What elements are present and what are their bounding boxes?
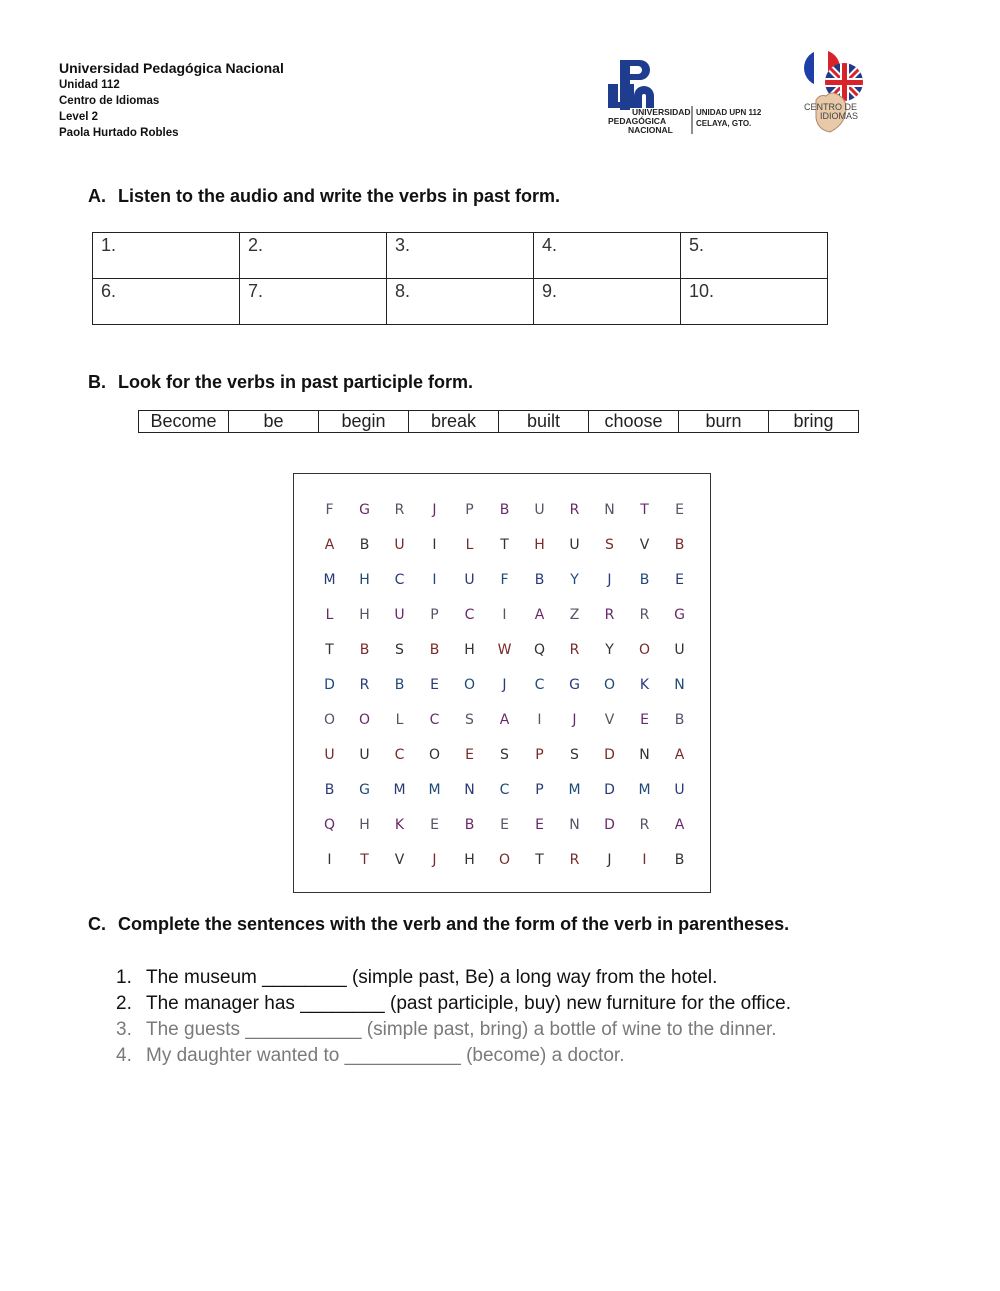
grid-letter[interactable]: N	[639, 747, 650, 763]
grid-letter[interactable]: D	[604, 747, 615, 763]
grid-letter[interactable]: S	[395, 642, 404, 658]
grid-letter[interactable]: V	[394, 852, 405, 868]
grid-letter[interactable]: P	[465, 502, 474, 518]
section-b-text: Look for the verbs in past participle form.	[118, 372, 474, 392]
sentence-number: 3.	[116, 1019, 132, 1040]
grid-letter[interactable]: S	[465, 712, 474, 728]
grid-letter[interactable]: R	[569, 502, 580, 518]
grid-letter[interactable]: O	[428, 747, 441, 763]
grid-letter[interactable]: B	[534, 572, 545, 588]
upn-logo-line2: PEDAGÓGICA	[608, 116, 667, 126]
header-block	[59, 60, 284, 141]
grid-letter[interactable]: S	[570, 747, 579, 763]
sentence-text: The guests ___________ (simple past, bring) a bottle of wine to the dinner.	[146, 1019, 777, 1040]
grid-letter[interactable]: U	[534, 502, 545, 518]
grid-letter[interactable]: N	[569, 817, 580, 833]
grid-letter[interactable]: I	[642, 852, 647, 868]
grid-letter[interactable]: Q	[323, 817, 336, 833]
grid-letter[interactable]: W	[497, 642, 512, 658]
grid-letter[interactable]: S	[500, 747, 509, 763]
grid-letter[interactable]: N	[674, 677, 685, 693]
answer-cell[interactable]: 5.	[681, 233, 828, 279]
grid-letter[interactable]: O	[358, 712, 371, 728]
grid-letter[interactable]: N	[464, 782, 475, 798]
upn-logo-right2: CELAYA, GTO.	[696, 119, 752, 128]
university-name: Universidad Pedagógica Nacional	[59, 60, 284, 76]
centro-logo-line1: CENTRO DE	[804, 102, 858, 112]
sentence-number: 2.	[116, 993, 132, 1014]
grid-letter[interactable]: B	[464, 817, 475, 833]
verb-cell: choose	[589, 411, 679, 433]
grid-letter[interactable]: F	[325, 502, 334, 518]
grid-letter[interactable]: T	[640, 502, 649, 518]
grid-letter[interactable]: P	[535, 747, 544, 763]
grid-letter[interactable]: I	[502, 607, 507, 623]
unit-label: Unidad 112	[59, 79, 120, 91]
section-c-letter: C.	[88, 914, 106, 934]
grid-letter[interactable]: C	[499, 782, 510, 798]
section-b-letter: B.	[88, 372, 106, 392]
grid-letter[interactable]: U	[464, 572, 475, 588]
answer-row	[93, 233, 828, 279]
answer-cell[interactable]: 9.	[534, 279, 681, 325]
grid-letter[interactable]: U	[674, 642, 685, 658]
sentence-text: The manager has ________ (past participle, buy) new furniture for the office.	[146, 993, 791, 1014]
grid-letter[interactable]: O	[603, 677, 616, 693]
grid-letter[interactable]: B	[359, 537, 370, 553]
verb-list-table	[138, 410, 859, 433]
grid-letter[interactable]: T	[535, 852, 544, 868]
level-label: Level 2	[59, 111, 98, 123]
grid-letter[interactable]: B	[639, 572, 650, 588]
section-c-text: Complete the sentences with the verb and the form of the verb in parentheses.	[118, 914, 790, 934]
grid-letter[interactable]: R	[394, 502, 405, 518]
grid-letter[interactable]: A	[499, 712, 510, 728]
answer-row	[93, 279, 828, 325]
grid-letter[interactable]: M	[568, 782, 581, 798]
grid-letter[interactable]: B	[324, 782, 335, 798]
grid-letter[interactable]: R	[359, 677, 370, 693]
grid-letter[interactable]: T	[325, 642, 334, 658]
grid-letter[interactable]: O	[498, 852, 511, 868]
grid-letter[interactable]: K	[394, 817, 405, 833]
grid-letter[interactable]: E	[640, 712, 649, 728]
sentence-item	[116, 991, 791, 1017]
grid-letter[interactable]: I	[537, 712, 542, 728]
grid-letter[interactable]: H	[464, 852, 475, 868]
grid-letter[interactable]: L	[465, 537, 474, 553]
word-search-grid	[293, 473, 711, 893]
grid-letter[interactable]: M	[323, 572, 336, 588]
grid-letter[interactable]: J	[607, 852, 612, 868]
grid-letter[interactable]: I	[432, 572, 437, 588]
answer-cell[interactable]: 3.	[387, 233, 534, 279]
center-label: Centro de Idiomas	[59, 95, 160, 107]
grid-letter[interactable]: D	[604, 782, 615, 798]
grid-letter[interactable]: H	[359, 817, 370, 833]
grid-letter[interactable]: B	[429, 642, 440, 658]
grid-letter[interactable]: H	[359, 607, 370, 623]
grid-letter[interactable]: Y	[570, 572, 579, 588]
upn-logo	[606, 60, 776, 140]
answer-cell[interactable]: 6.	[93, 279, 240, 325]
grid-letter[interactable]: A	[324, 537, 335, 553]
verb-cell: bring	[769, 411, 859, 433]
verb-cell: begin	[319, 411, 409, 433]
grid-letter[interactable]: B	[359, 642, 370, 658]
grid-letter[interactable]: O	[463, 677, 476, 693]
grid-letter[interactable]: H	[359, 572, 370, 588]
grid-letter[interactable]: P	[430, 607, 439, 623]
grid-letter[interactable]: G	[569, 677, 580, 693]
grid-letter[interactable]: C	[429, 712, 440, 728]
answer-cell[interactable]: 1.	[93, 233, 240, 279]
grid-letter[interactable]: T	[360, 852, 369, 868]
verb-cell: Become	[139, 411, 229, 433]
grid-letter[interactable]: J	[607, 572, 612, 588]
grid-letter[interactable]: B	[499, 502, 510, 518]
grid-letter[interactable]: J	[502, 677, 507, 693]
grid-letter[interactable]: D	[604, 817, 615, 833]
sentence-item	[116, 965, 791, 991]
grid-letter[interactable]: G	[674, 607, 685, 623]
grid-letter[interactable]: A	[674, 817, 685, 833]
grid-letter[interactable]: T	[500, 537, 509, 553]
answer-cell[interactable]: 4.	[534, 233, 681, 279]
grid-letter[interactable]: Y	[605, 642, 614, 658]
sentence-number: 4.	[116, 1045, 132, 1066]
grid-letter[interactable]: I	[327, 852, 332, 868]
grid-letter[interactable]: A	[534, 607, 545, 623]
grid-letter[interactable]: H	[534, 537, 545, 553]
grid-letter[interactable]: C	[464, 607, 475, 623]
grid-letter[interactable]: L	[325, 607, 334, 623]
author-label: Paola Hurtado Robles	[59, 127, 179, 139]
grid-letter[interactable]: L	[395, 712, 404, 728]
grid-letter[interactable]: U	[324, 747, 335, 763]
grid-letter[interactable]: R	[639, 607, 650, 623]
centro-logo-line2: IDIOMAS	[820, 111, 859, 121]
centro-idiomas-logo	[800, 48, 870, 138]
sentence-list	[116, 965, 791, 1069]
verb-cell: be	[229, 411, 319, 433]
grid-letter[interactable]: E	[675, 502, 684, 518]
grid-letter[interactable]: U	[674, 782, 685, 798]
grid-letter[interactable]: G	[359, 782, 370, 798]
grid-letter[interactable]: V	[604, 712, 615, 728]
grid-letter[interactable]: J	[432, 852, 437, 868]
sentence-item	[116, 1043, 791, 1069]
grid-letter[interactable]: O	[323, 712, 336, 728]
grid-letter[interactable]: Q	[533, 642, 546, 658]
grid-letter[interactable]: U	[394, 537, 405, 553]
grid-letter[interactable]: V	[639, 537, 650, 553]
sentence-text: My daughter wanted to ___________ (become) a doctor.	[146, 1045, 625, 1066]
grid-letter[interactable]: S	[605, 537, 614, 553]
upn-logo-right1: UNIDAD UPN 112	[696, 108, 762, 117]
grid-letter[interactable]: U	[569, 537, 580, 553]
grid-letter[interactable]: E	[675, 572, 684, 588]
grid-letter[interactable]: E	[500, 817, 509, 833]
grid-letter[interactable]: D	[324, 677, 335, 693]
grid-letter[interactable]: O	[638, 642, 651, 658]
answer-cell[interactable]: 8.	[387, 279, 534, 325]
grid-letter[interactable]: M	[393, 782, 406, 798]
grid-letter[interactable]: H	[464, 642, 475, 658]
grid-letter[interactable]: C	[394, 572, 405, 588]
grid-letter[interactable]: E	[535, 817, 544, 833]
grid-letter[interactable]: B	[674, 712, 685, 728]
sentence-item	[116, 1017, 791, 1043]
grid-letter[interactable]: Z	[569, 607, 580, 623]
section-c-title	[88, 914, 789, 935]
grid-letter[interactable]: B	[674, 537, 685, 553]
grid-letter[interactable]: U	[359, 747, 370, 763]
grid-letter[interactable]: F	[500, 572, 509, 588]
grid-letter[interactable]: U	[394, 607, 405, 623]
upn-logo-line3: NACIONAL	[628, 125, 673, 135]
grid-letter[interactable]: K	[639, 677, 650, 693]
grid-letter[interactable]: B	[394, 677, 405, 693]
grid-letter[interactable]: J	[432, 502, 437, 518]
upn-logo-line1: UNIVERSIDAD	[632, 107, 691, 117]
grid-letter[interactable]: E	[430, 677, 439, 693]
sentence-text: The museum ________ (simple past, Be) a long way from the hotel.	[146, 967, 718, 988]
grid-letter[interactable]: R	[604, 607, 615, 623]
verb-cell: break	[409, 411, 499, 433]
grid-letter[interactable]: E	[430, 817, 439, 833]
section-a-text: Listen to the audio and write the verbs in past form.	[118, 186, 561, 206]
grid-letter[interactable]: M	[638, 782, 651, 798]
grid-letter[interactable]: G	[359, 502, 370, 518]
grid-letter[interactable]: J	[572, 712, 577, 728]
grid-letter[interactable]: P	[535, 782, 544, 798]
grid-letter[interactable]: C	[394, 747, 405, 763]
grid-letter[interactable]: I	[432, 537, 437, 553]
section-a-letter: A.	[88, 186, 106, 206]
grid-letter[interactable]: B	[674, 852, 685, 868]
grid-letter[interactable]: R	[639, 817, 650, 833]
answer-table	[92, 232, 828, 325]
grid-letter[interactable]: N	[604, 502, 615, 518]
section-a-title	[88, 186, 560, 207]
section-b-title	[88, 372, 473, 393]
grid-letter[interactable]: M	[428, 782, 441, 798]
grid-letter[interactable]: R	[569, 642, 580, 658]
grid-letter[interactable]: R	[569, 852, 580, 868]
sentence-number: 1.	[116, 967, 132, 988]
grid-letter[interactable]: A	[674, 747, 685, 763]
answer-cell[interactable]: 10.	[681, 279, 828, 325]
verb-cell: burn	[679, 411, 769, 433]
grid-letter[interactable]: E	[465, 747, 474, 763]
answer-cell[interactable]: 2.	[240, 233, 387, 279]
verb-cell: built	[499, 411, 589, 433]
answer-cell[interactable]: 7.	[240, 279, 387, 325]
grid-letter[interactable]: C	[534, 677, 545, 693]
